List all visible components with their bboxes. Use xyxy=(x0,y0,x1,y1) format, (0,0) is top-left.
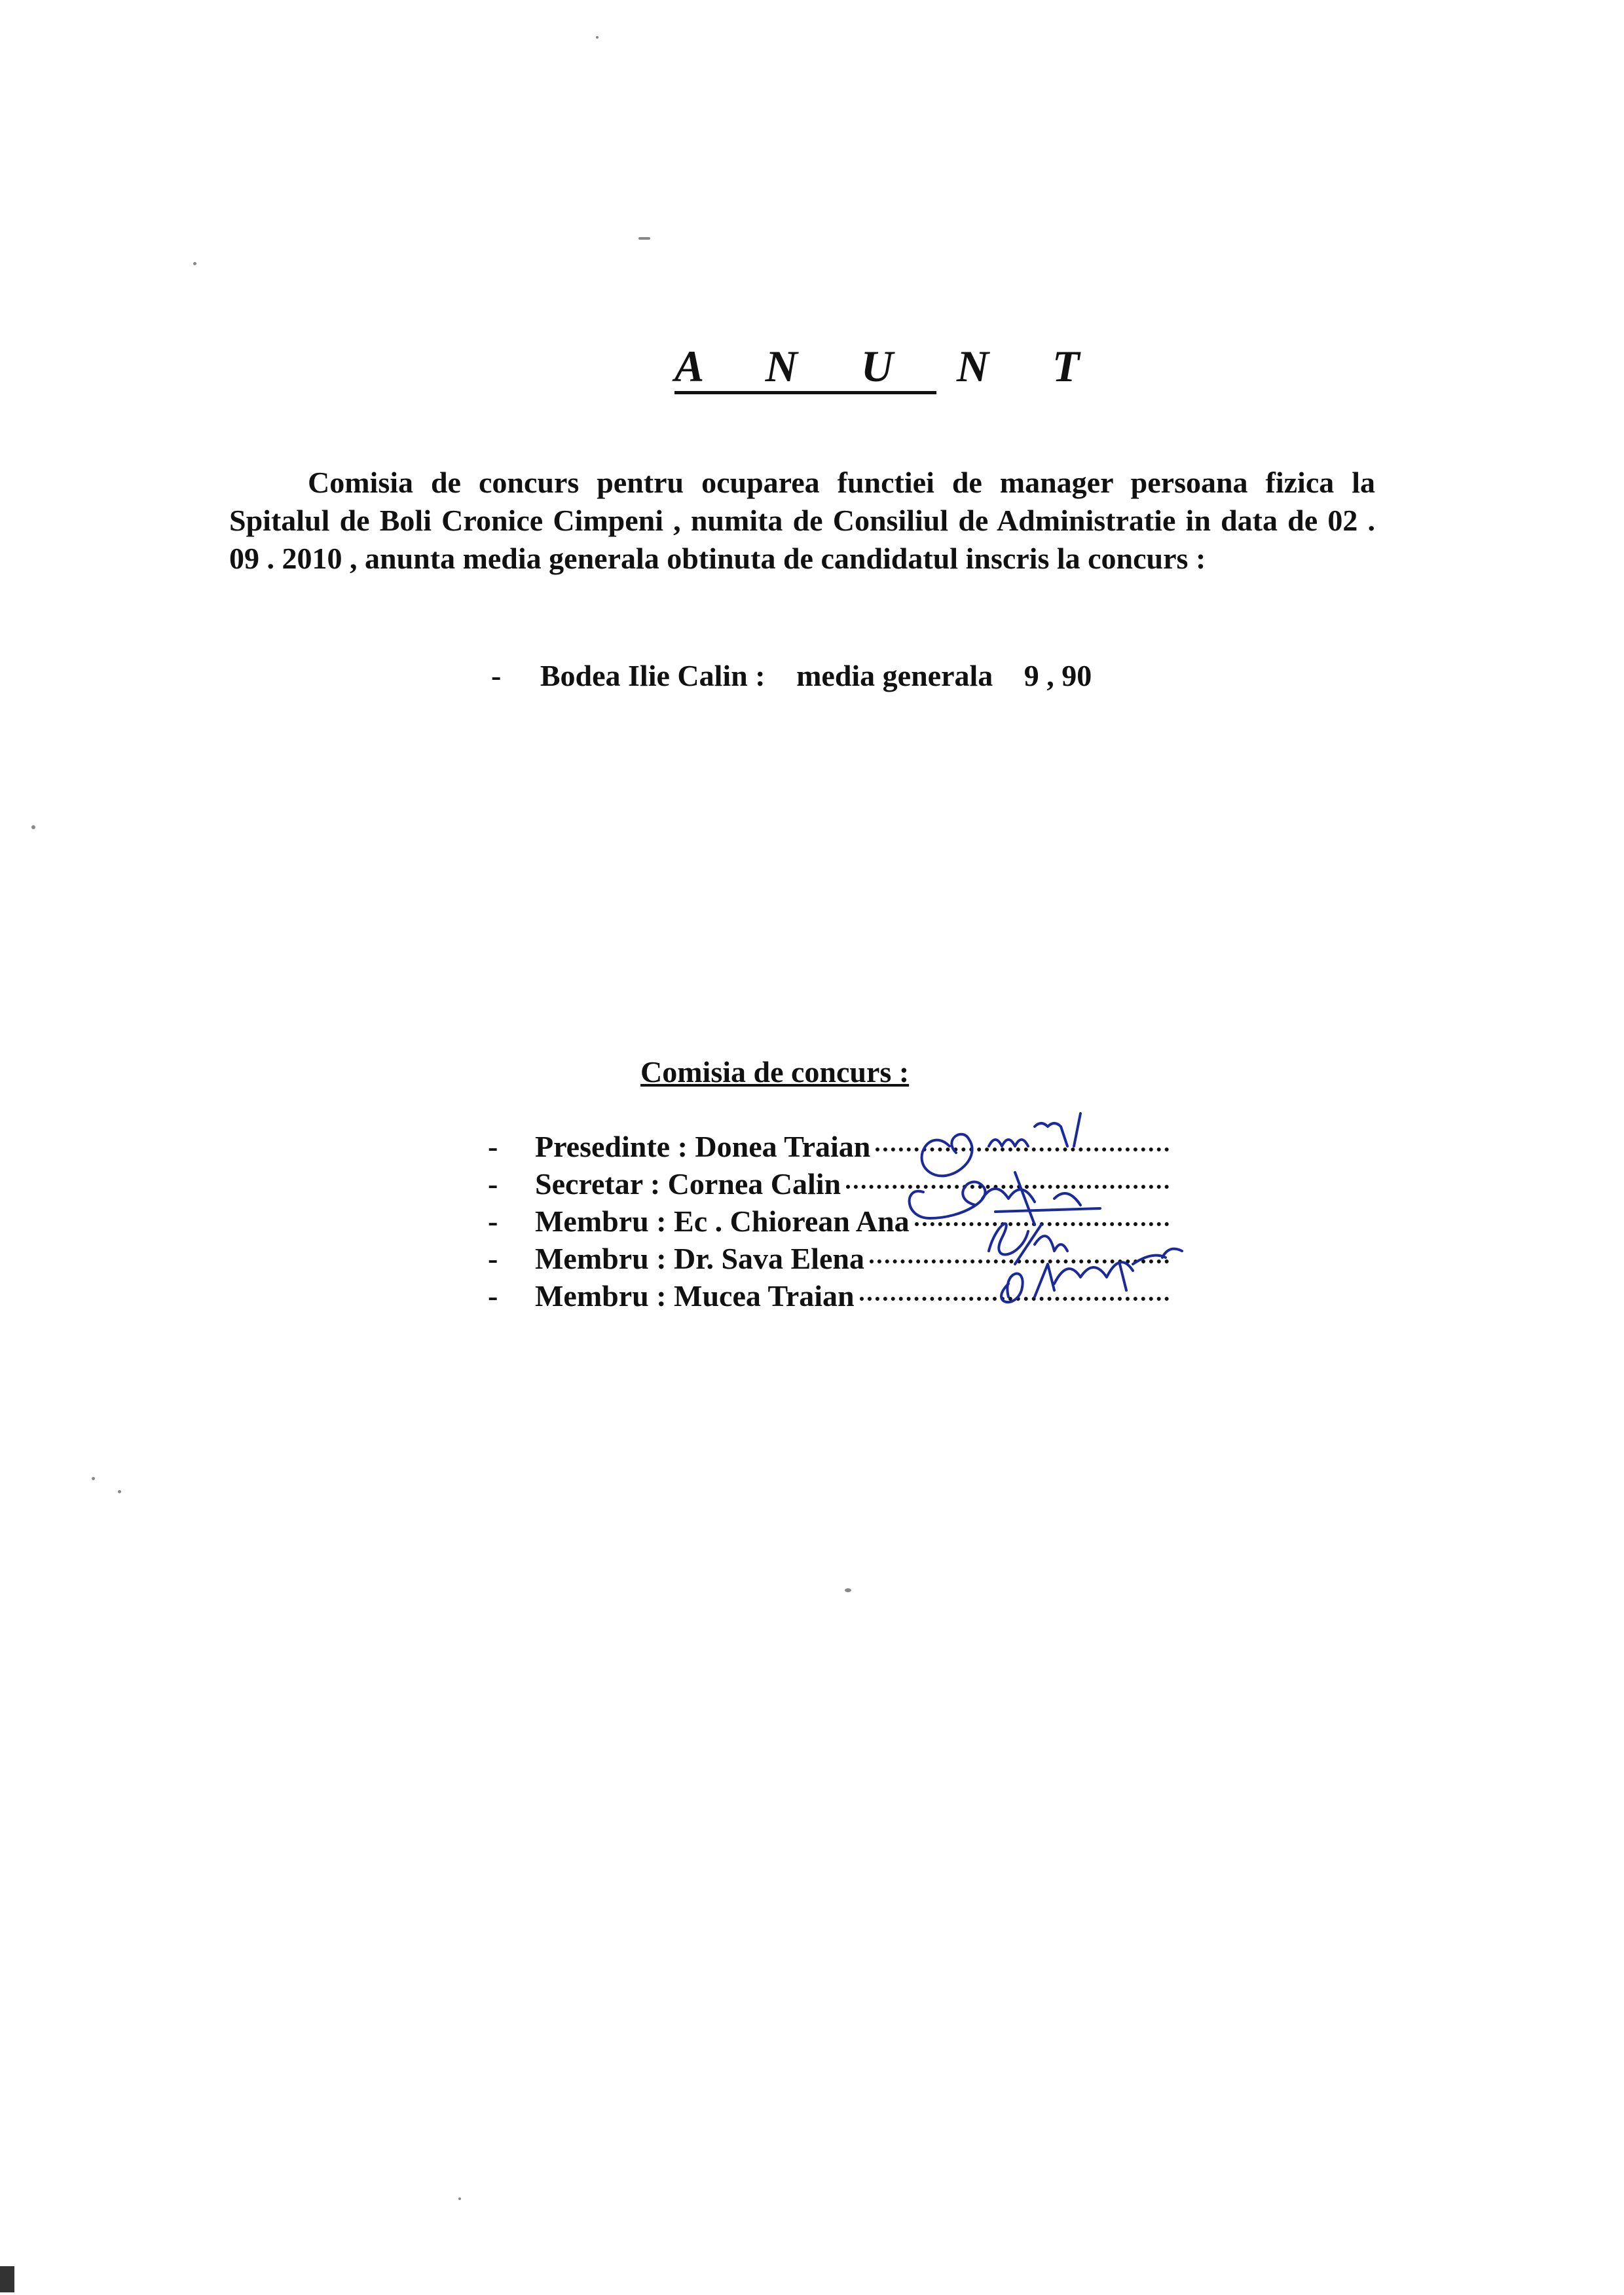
candidate-name: Bodea Ilie Calin : xyxy=(540,659,766,692)
member-bullet: - xyxy=(488,1204,498,1238)
announcement-paragraph: Comisia de concurs pentru ocuparea functiei de manager persoana fizica la Spitalul de Boli Cronice Cimpeni , numita de Consiliul de Administratie in data de 02 . 09 . 2010 , anunta media generala obtinuta de candidatul inscris la concurs : xyxy=(229,466,1375,575)
member-text: Secretar : Cornea Calin xyxy=(535,1167,841,1201)
member-text: Presedinte : Donea Traian xyxy=(535,1130,871,1163)
signature-stroke xyxy=(989,1223,1067,1264)
speck xyxy=(193,262,196,265)
speck xyxy=(596,36,599,39)
speck xyxy=(92,1477,95,1480)
speck xyxy=(458,2197,461,2200)
member-bullet: - xyxy=(488,1242,498,1275)
signature-stroke xyxy=(922,1113,1080,1176)
signature-stroke xyxy=(910,1172,1100,1225)
candidate-score-label: media generala xyxy=(796,659,993,692)
speck xyxy=(845,1588,851,1592)
signature-stroke xyxy=(1001,1249,1182,1302)
member-bullet: - xyxy=(488,1279,498,1313)
member-bullet: - xyxy=(488,1167,498,1201)
candidate-line xyxy=(491,658,1115,693)
speck xyxy=(0,2266,14,2292)
member-bullet: - xyxy=(488,1130,498,1163)
speck xyxy=(118,1490,121,1493)
member-text: Membru : Dr. Sava Elena xyxy=(535,1242,865,1275)
candidate-bullet: - xyxy=(491,659,502,692)
member-text: Membru : Mucea Traian xyxy=(535,1279,855,1313)
member-text: Membru : Ec . Chiorean Ana xyxy=(535,1204,910,1238)
document-title: A N U N T xyxy=(674,344,936,394)
speck xyxy=(638,237,650,240)
commission-title: Comisia de concurs : xyxy=(640,1055,910,1089)
speck xyxy=(31,825,35,829)
candidate-score: 9 , 90 xyxy=(1024,659,1092,692)
handwritten-signatures xyxy=(904,1100,1218,1323)
